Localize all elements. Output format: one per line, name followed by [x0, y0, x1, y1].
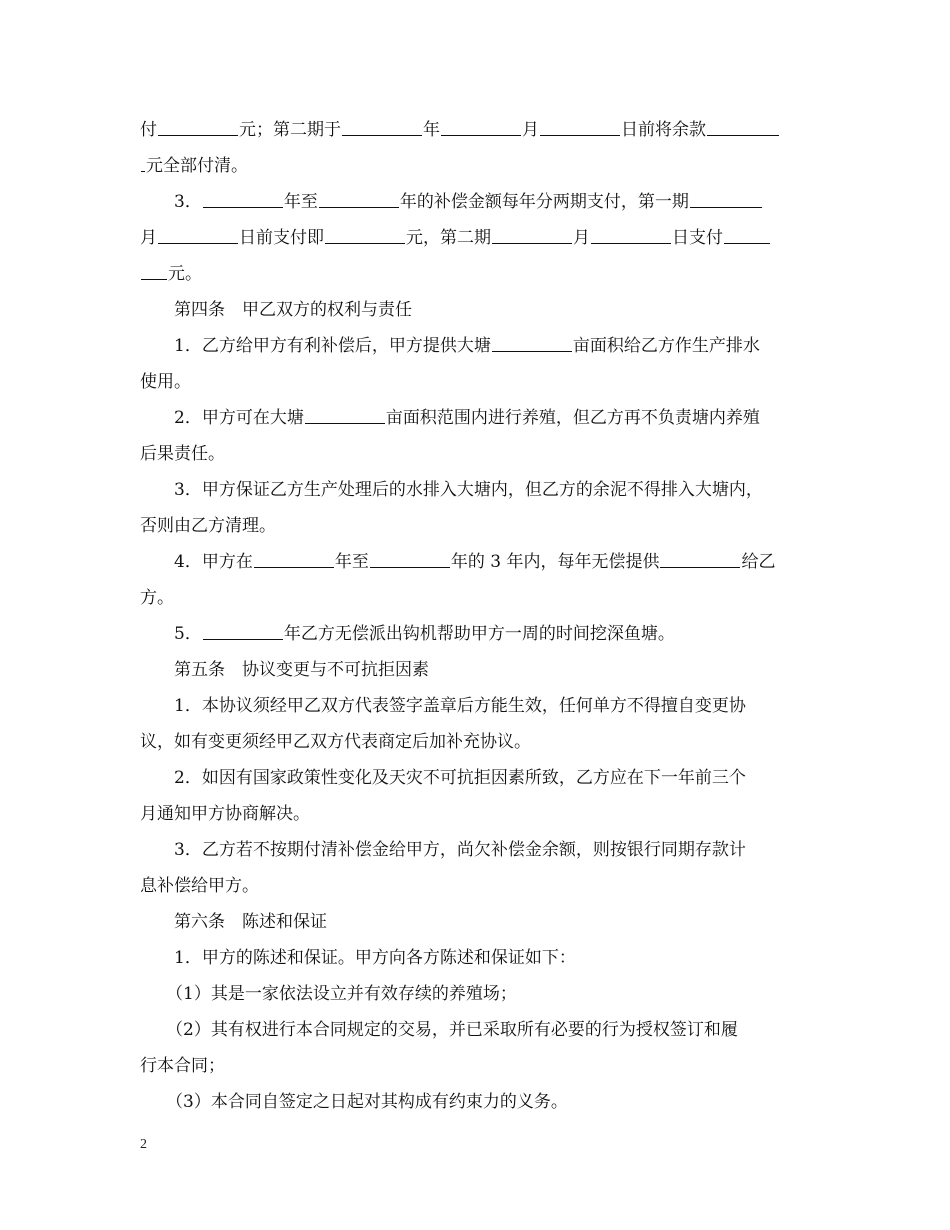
- paragraph-line: 3．甲方保证乙方生产处理后的水排入大塘内，但乙方的余泥不得排入大塘内，: [174, 480, 763, 500]
- paragraph-line: 后果责任。: [140, 444, 225, 464]
- section-heading: 第五条 协议变更与不可抗拒因素: [174, 660, 429, 680]
- blank-field: [158, 227, 238, 244]
- blank-field: [158, 119, 238, 136]
- blank-field: [690, 191, 762, 208]
- blank-field: [370, 551, 450, 568]
- paragraph-line: 付 元；第二期于 年 月 日前将余款: [140, 112, 812, 148]
- blank-field: [492, 335, 572, 352]
- paragraph-line: 方。: [140, 588, 174, 608]
- blank-field: [319, 191, 399, 208]
- list-item: （1）其是一家依法设立并有效存续的养殖场；: [166, 984, 517, 1004]
- paragraph-line: 2．甲方可在大塘 亩面积范围内进行养殖，但乙方再不负责塘内养殖: [174, 408, 760, 428]
- paragraph-line: 月通知甲方协商解决。: [140, 804, 310, 824]
- paragraph-line: 1．甲方的陈述和保证。甲方向各方陈述和保证如下：: [174, 948, 576, 968]
- blank-field: [141, 155, 145, 172]
- blank-field: [724, 227, 770, 244]
- list-item: （3）本合同自签定之日起对其构成有约束力的义务。: [166, 1092, 568, 1112]
- section-heading: 第六条 陈述和保证: [174, 912, 327, 932]
- paragraph-line: 4．甲方在 年至 年的 3 年内，每年无偿提供 给乙: [174, 552, 776, 572]
- blank-field: [203, 191, 283, 208]
- page-number: 2: [140, 1137, 147, 1152]
- paragraph-line: 2．如因有国家政策性变化及天灾不可抗拒因素所致，乙方应在下一年前三个: [174, 768, 746, 788]
- section-heading: 第四条 甲乙双方的权利与责任: [174, 300, 412, 320]
- blank-field: [325, 227, 405, 244]
- list-item: （2）其有权进行本合同规定的交易，并已采取所有必要的行为授权签订和履: [166, 1020, 738, 1040]
- paragraph-line: 否则由乙方清理。: [140, 516, 276, 536]
- blank-field: [591, 227, 671, 244]
- document-body: [140, 112, 812, 1120]
- blank-field: [203, 623, 283, 640]
- paragraph-line: 3．乙方若不按期付清补偿金给甲方，尚欠补偿金余额，则按银行同期存款计: [174, 840, 746, 860]
- paragraph-line: 元。: [140, 256, 812, 292]
- paragraph-line: 元全部付清。: [140, 148, 812, 184]
- paragraph-line: 1．本协议须经甲乙双方代表签字盖章后方能生效，任何单方不得擅自变更协: [174, 696, 746, 716]
- paragraph-line: 行本合同；: [140, 1056, 225, 1076]
- blank-field: [441, 119, 521, 136]
- paragraph-line: 5． 年乙方无偿派出钩机帮助甲方一周的时间挖深鱼塘。: [174, 624, 675, 644]
- blank-field: [342, 119, 422, 136]
- blank-field: [707, 119, 779, 136]
- blank-field: [492, 227, 572, 244]
- paragraph-line: 月 日前支付即 元，第二期 月 日支付: [140, 220, 812, 256]
- blank-field: [254, 551, 334, 568]
- paragraph-line: 1．乙方给甲方有利补偿后，甲方提供大塘 亩面积给乙方作生产排水: [174, 336, 760, 356]
- paragraph-line: 议，如有变更须经甲乙双方代表商定后加补充协议。: [140, 732, 531, 752]
- paragraph-line: 息补偿给甲方。: [140, 876, 259, 896]
- paragraph-line: 使用。: [140, 372, 191, 392]
- blank-field: [540, 119, 620, 136]
- blank-field: [660, 551, 740, 568]
- blank-field: [305, 407, 385, 424]
- paragraph-line: 3． 年至 年的补偿金额每年分两期支付，第一期: [140, 184, 812, 220]
- blank-field: [141, 263, 167, 280]
